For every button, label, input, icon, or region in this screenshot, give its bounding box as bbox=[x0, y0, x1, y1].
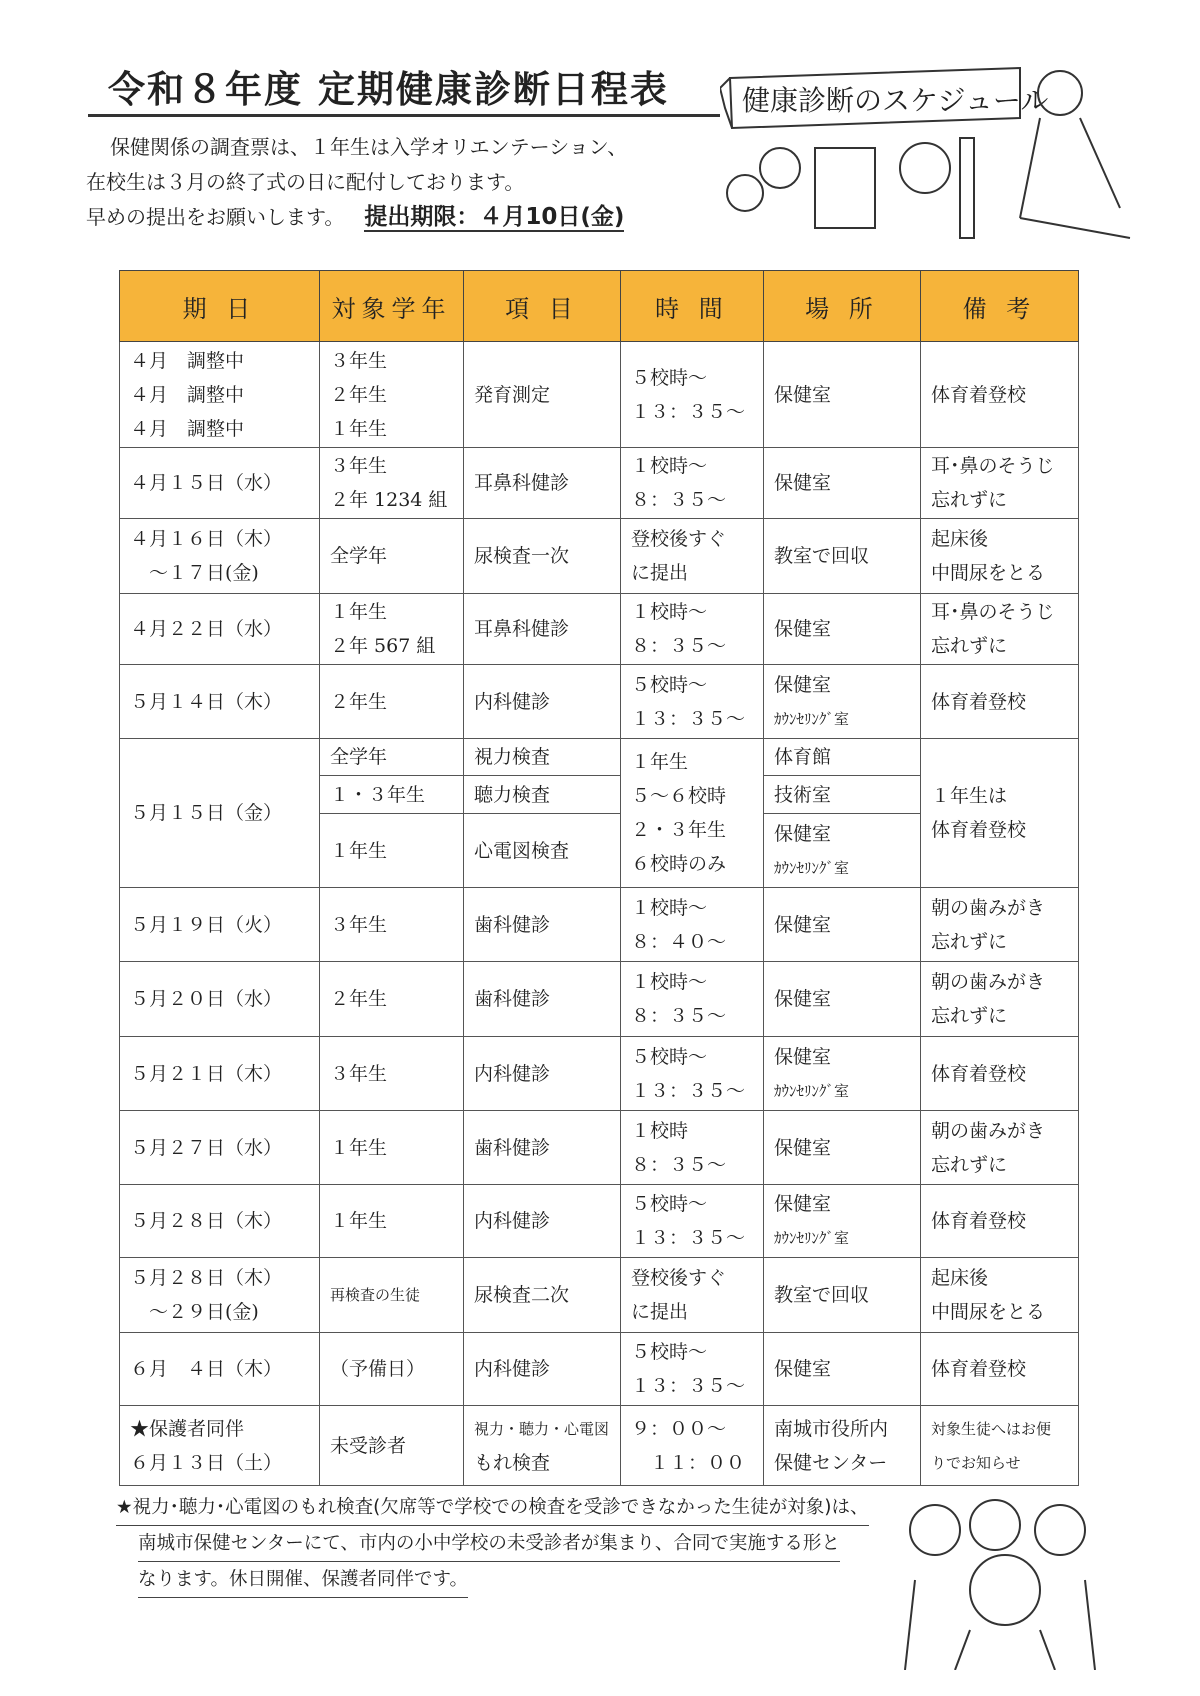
note-cell bbox=[921, 962, 1079, 1037]
place-cell-line: 技術室 bbox=[774, 783, 832, 806]
submission-deadline: 提出期限：４月10日(金) bbox=[364, 204, 625, 230]
time-cell bbox=[621, 888, 764, 962]
item-cell-line: 歯科健診 bbox=[474, 1136, 551, 1159]
grade-cell-line: ２年 1234 組 bbox=[330, 489, 448, 511]
note-cell-line: １年生は bbox=[931, 785, 1008, 807]
note-cell-line: 起床後 bbox=[931, 528, 989, 550]
intro-text bbox=[86, 130, 627, 235]
grade-cell bbox=[320, 1111, 464, 1185]
time-cell-line: ８：３５～ bbox=[631, 1153, 727, 1176]
note-cell bbox=[921, 888, 1079, 962]
table-row bbox=[120, 665, 1079, 739]
grade-cell-line: （予備日） bbox=[330, 1358, 426, 1380]
place-cell-line: ｶｳﾝｾﾘﾝｸﾞ室 bbox=[774, 1229, 850, 1247]
time-cell-line: ５～６校時 bbox=[631, 785, 727, 807]
time-cell-line: 登校後すぐ bbox=[631, 528, 727, 550]
header-grade: 対象学年 bbox=[320, 271, 464, 342]
date-cell-line: ６月 ４日（木） bbox=[130, 1358, 283, 1380]
item-cell bbox=[464, 448, 621, 519]
grade-cell-line: 再検査の生徒 bbox=[330, 1286, 421, 1304]
item-cell-line: 内科健診 bbox=[474, 690, 551, 713]
note-cell-line: 耳･鼻のそうじ bbox=[931, 601, 1055, 623]
child-icon bbox=[727, 175, 763, 211]
place-cell bbox=[764, 342, 921, 448]
item-cell bbox=[464, 519, 621, 594]
table-row bbox=[120, 519, 1079, 594]
grade-cell bbox=[320, 594, 464, 665]
item-cell-line: 歯科健診 bbox=[474, 988, 551, 1010]
grade-cell bbox=[320, 776, 464, 814]
grade-cell bbox=[320, 1406, 464, 1486]
item-cell-line: 内科健診 bbox=[474, 1358, 551, 1380]
item-cell bbox=[464, 739, 621, 776]
item-cell bbox=[464, 1333, 621, 1406]
date-cell-line: ４月１５日（水） bbox=[130, 472, 283, 494]
note-cell-line: 体育着登校 bbox=[931, 1210, 1027, 1232]
date-cell-line: ～１７日(金) bbox=[130, 562, 259, 584]
item-cell-line: 歯科健診 bbox=[474, 913, 551, 936]
time-cell bbox=[621, 739, 764, 888]
grade-cell bbox=[320, 888, 464, 962]
place-cell-line: 保健室 bbox=[774, 1193, 832, 1215]
note-cell-line: 起床後 bbox=[931, 1267, 989, 1289]
note-cell-line: 体育着登校 bbox=[931, 383, 1027, 406]
date-cell bbox=[120, 1258, 320, 1333]
grade-cell-line: 未受診者 bbox=[330, 1434, 407, 1457]
intro-line: 在校生は３月の終了式の日に配付しております。 bbox=[86, 170, 525, 194]
place-cell bbox=[764, 1111, 921, 1185]
table-row bbox=[120, 1333, 1079, 1406]
table-row bbox=[120, 594, 1079, 665]
note-cell-line: りでお知らせ bbox=[931, 1453, 1021, 1472]
item-cell-line: 耳鼻科健診 bbox=[474, 618, 570, 640]
note-cell-line: 忘れずに bbox=[931, 489, 1008, 511]
place-cell-line: 南城市役所内 bbox=[774, 1417, 889, 1440]
grade-cell-line: １年生 bbox=[330, 1210, 388, 1232]
time-cell bbox=[621, 1185, 764, 1258]
item-cell-line: 視力・聴力・心電図 bbox=[474, 1419, 610, 1438]
time-cell bbox=[621, 594, 764, 665]
place-cell-line: 保健室 bbox=[774, 1045, 832, 1068]
item-cell bbox=[464, 888, 621, 962]
time-cell-line: １校時～ bbox=[631, 601, 708, 623]
time-cell bbox=[621, 342, 764, 448]
note-cell-line: 忘れずに bbox=[931, 1005, 1008, 1027]
table-row bbox=[120, 888, 1079, 962]
item-cell bbox=[464, 962, 621, 1037]
header-place: 場 所 bbox=[764, 271, 921, 342]
place-cell-line: 教室で回収 bbox=[774, 1284, 870, 1306]
date-cell-line: ５月１４日（木） bbox=[130, 690, 283, 713]
date-cell bbox=[120, 1111, 320, 1185]
grade-cell-line: ３年生 bbox=[330, 349, 388, 372]
grade-cell-line: ２年生 bbox=[330, 988, 388, 1010]
date-cell-line: ４月 調整中 bbox=[130, 349, 245, 372]
date-cell-line: ５月２１日（木） bbox=[130, 1062, 283, 1085]
grade-cell-line: 全学年 bbox=[330, 746, 388, 768]
note-cell-line: 対象生徒へはお便 bbox=[931, 1419, 1052, 1438]
time-cell-line: １校時 bbox=[631, 1119, 689, 1142]
note-cell bbox=[921, 739, 1079, 888]
note-cell-line: 忘れずに bbox=[931, 1153, 1008, 1176]
item-cell-line: 内科健診 bbox=[474, 1062, 551, 1085]
intro-line: 早めの提出をお願いします。 bbox=[86, 205, 345, 229]
grade-cell bbox=[320, 1037, 464, 1111]
grade-cell bbox=[320, 1185, 464, 1258]
item-cell bbox=[464, 814, 621, 888]
time-cell-line: ２・３年生 bbox=[631, 819, 727, 841]
note-cell bbox=[921, 1406, 1079, 1486]
date-cell bbox=[120, 962, 320, 1037]
date-cell bbox=[120, 665, 320, 739]
place-cell-line: ｶｳﾝｾﾘﾝｸﾞ室 bbox=[774, 858, 850, 877]
time-cell bbox=[621, 665, 764, 739]
date-cell bbox=[120, 1185, 320, 1258]
date-cell bbox=[120, 1037, 320, 1111]
time-cell-line: １３：３５～ bbox=[631, 400, 746, 423]
time-cell-line: １１：００ bbox=[631, 1451, 746, 1474]
page-title: 令和８年度 定期健康診断日程表 bbox=[88, 66, 720, 117]
place-cell-line: 保健室 bbox=[774, 618, 832, 640]
time-cell-line: １校時～ bbox=[631, 971, 708, 993]
note-cell-line: 中間尿をとる bbox=[931, 562, 1046, 584]
time-cell-line: ９：００～ bbox=[631, 1417, 727, 1440]
time-cell bbox=[621, 448, 764, 519]
grade-cell bbox=[320, 1258, 464, 1333]
grade-cell-line: １年生 bbox=[330, 417, 388, 440]
grade-cell bbox=[320, 665, 464, 739]
time-cell-line: に提出 bbox=[631, 1301, 689, 1323]
item-cell bbox=[464, 1406, 621, 1486]
footnote bbox=[116, 1490, 869, 1598]
date-cell bbox=[120, 448, 320, 519]
date-cell-line: ５月２８日（木） bbox=[130, 1267, 283, 1289]
time-cell-line: １年生 bbox=[631, 751, 689, 773]
header-note: 備 考 bbox=[921, 271, 1079, 342]
child-icon bbox=[760, 148, 800, 188]
grade-cell-line: ２年生 bbox=[330, 383, 388, 406]
grade-cell-line: １年生 bbox=[330, 601, 388, 623]
grade-cell bbox=[320, 739, 464, 776]
table-row bbox=[120, 448, 1079, 519]
footnote-line: ★視力･聴力･心電図のもれ検査(欠席等で学校での検査を受診できなかった生徒が対象)は、 bbox=[116, 1490, 869, 1526]
grade-cell-line: ２年 567 組 bbox=[330, 635, 436, 657]
grade-cell-line: １年生 bbox=[330, 839, 388, 862]
item-cell-line: 心電図検査 bbox=[474, 839, 570, 862]
date-cell-line: ６月１３日（土） bbox=[130, 1451, 283, 1474]
place-cell bbox=[764, 1037, 921, 1111]
table-row bbox=[120, 962, 1079, 1037]
header-item: 項 目 bbox=[464, 271, 621, 342]
time-cell-line: ６校時のみ bbox=[631, 853, 727, 875]
place-cell-line: 保健室 bbox=[774, 383, 832, 406]
note-cell bbox=[921, 1185, 1079, 1258]
date-cell-line: ５月２８日（木） bbox=[130, 1210, 283, 1232]
time-cell-line: １校時～ bbox=[631, 455, 708, 477]
place-cell-line: 保健室 bbox=[774, 822, 832, 845]
time-cell-line: １３：３５～ bbox=[631, 1079, 746, 1102]
note-cell-line: 朝の歯みがき bbox=[931, 896, 1046, 919]
doctors-illustration bbox=[885, 1490, 1115, 1670]
date-cell-line: ４月 調整中 bbox=[130, 417, 245, 440]
date-cell bbox=[120, 342, 320, 448]
table-header-row bbox=[120, 271, 1079, 342]
item-cell bbox=[464, 1185, 621, 1258]
place-cell bbox=[764, 665, 921, 739]
item-cell-line: 視力検査 bbox=[474, 746, 551, 768]
schedule-table bbox=[119, 270, 1079, 1486]
time-cell-line: ８：３５～ bbox=[631, 1005, 727, 1027]
table-row bbox=[120, 1185, 1079, 1258]
time-cell-line: ５校時～ bbox=[631, 1193, 708, 1215]
place-cell bbox=[764, 594, 921, 665]
place-cell-line: ｶｳﾝｾﾘﾝｸﾞ室 bbox=[774, 1081, 850, 1100]
date-cell bbox=[120, 594, 320, 665]
time-cell-line: 登校後すぐ bbox=[631, 1267, 727, 1289]
time-cell-line: ５校時～ bbox=[631, 1341, 708, 1363]
place-cell bbox=[764, 776, 921, 814]
place-cell bbox=[764, 519, 921, 594]
item-cell bbox=[464, 1037, 621, 1111]
note-cell bbox=[921, 1333, 1079, 1406]
note-cell-line: 朝の歯みがき bbox=[931, 1119, 1046, 1142]
place-cell-line: 保健室 bbox=[774, 673, 832, 696]
place-cell bbox=[764, 1258, 921, 1333]
footnote-line: なります。休日開催、保護者同伴です。 bbox=[138, 1562, 468, 1598]
note-cell-line: 体育着登校 bbox=[931, 690, 1027, 713]
grade-cell-line: ３年生 bbox=[330, 913, 388, 936]
grade-cell-line: 全学年 bbox=[330, 545, 388, 567]
item-cell-line: 尿検査一次 bbox=[474, 545, 570, 567]
note-cell-line: 忘れずに bbox=[931, 635, 1008, 657]
item-cell bbox=[464, 665, 621, 739]
intro-line: 保健関係の調査票は、１年生は入学オリエンテーション、 bbox=[110, 135, 628, 159]
place-cell bbox=[764, 1185, 921, 1258]
place-cell bbox=[764, 962, 921, 1037]
note-cell bbox=[921, 342, 1079, 448]
place-cell-line: 保健室 bbox=[774, 988, 832, 1010]
table-row bbox=[120, 342, 1079, 448]
time-cell-line: ５校時～ bbox=[631, 1045, 708, 1068]
time-cell-line: １校時～ bbox=[631, 896, 708, 919]
date-cell bbox=[120, 519, 320, 594]
time-cell bbox=[621, 1111, 764, 1185]
item-cell-line: もれ検査 bbox=[474, 1451, 551, 1474]
place-cell bbox=[764, 1333, 921, 1406]
time-cell-line: ５校時～ bbox=[631, 673, 708, 696]
item-cell-line: 聴力検査 bbox=[474, 783, 551, 806]
time-cell bbox=[621, 519, 764, 594]
grade-cell-line: １年生 bbox=[330, 1136, 388, 1159]
grade-cell-line: ２年生 bbox=[330, 690, 388, 713]
date-cell-line: ４月 調整中 bbox=[130, 383, 245, 406]
time-cell bbox=[621, 1037, 764, 1111]
note-cell bbox=[921, 1258, 1079, 1333]
time-cell-line: １３：３５～ bbox=[631, 1375, 746, 1397]
note-cell bbox=[921, 448, 1079, 519]
time-cell bbox=[621, 1406, 764, 1486]
date-cell bbox=[120, 1333, 320, 1406]
date-cell bbox=[120, 888, 320, 962]
time-cell-line: １３：３５～ bbox=[631, 1227, 746, 1249]
grade-cell bbox=[320, 519, 464, 594]
date-cell-line: ５月２７日（水） bbox=[130, 1136, 283, 1159]
height-meter-icon bbox=[960, 138, 974, 238]
item-cell bbox=[464, 1111, 621, 1185]
place-cell bbox=[764, 888, 921, 962]
place-cell bbox=[764, 739, 921, 776]
item-cell bbox=[464, 594, 621, 665]
date-cell-line: ５月１５日（金） bbox=[130, 802, 283, 824]
grade-cell bbox=[320, 342, 464, 448]
date-cell-line: ４月１６日（木） bbox=[130, 528, 283, 550]
place-cell-line: 教室で回収 bbox=[774, 545, 870, 567]
note-cell bbox=[921, 1037, 1079, 1111]
date-cell-line: ～２９日(金) bbox=[130, 1301, 259, 1323]
date-cell-line: ５月１９日（火） bbox=[130, 913, 283, 936]
grade-cell-line: ３年生 bbox=[330, 1062, 388, 1085]
note-cell bbox=[921, 1111, 1079, 1185]
time-cell bbox=[621, 962, 764, 1037]
note-cell-line: 耳･鼻のそうじ bbox=[931, 455, 1055, 477]
place-cell bbox=[764, 814, 921, 888]
grade-cell bbox=[320, 1333, 464, 1406]
time-cell bbox=[621, 1333, 764, 1406]
header-time: 時 間 bbox=[621, 271, 764, 342]
date-cell-line: ★保護者同伴 bbox=[130, 1417, 245, 1440]
item-cell bbox=[464, 1258, 621, 1333]
health-checkup-illustration bbox=[720, 48, 1170, 258]
table-row bbox=[120, 1037, 1079, 1111]
date-cell-line: ５月２０日（水） bbox=[130, 988, 283, 1010]
place-cell-line: 保健室 bbox=[774, 1358, 832, 1380]
grade-cell-line: １・３年生 bbox=[330, 783, 426, 806]
note-cell-line: 朝の歯みがき bbox=[931, 971, 1046, 993]
time-cell-line: ８：３５～ bbox=[631, 635, 727, 657]
item-cell-line: 発育測定 bbox=[474, 383, 551, 406]
place-cell-line: ｶｳﾝｾﾘﾝｸﾞ室 bbox=[774, 709, 850, 728]
place-cell-line: 保健センター bbox=[774, 1451, 888, 1474]
note-cell-line: 体育着登校 bbox=[931, 1062, 1027, 1085]
note-cell bbox=[921, 594, 1079, 665]
note-cell bbox=[921, 519, 1079, 594]
item-cell-line: 耳鼻科健診 bbox=[474, 472, 570, 494]
note-cell-line: 忘れずに bbox=[931, 930, 1008, 953]
place-cell-line: 体育館 bbox=[774, 746, 832, 768]
time-cell-line: に提出 bbox=[631, 562, 689, 584]
place-cell bbox=[764, 448, 921, 519]
place-cell-line: 保健室 bbox=[774, 472, 832, 494]
table-row bbox=[120, 1406, 1079, 1486]
place-cell-line: 保健室 bbox=[774, 1136, 832, 1159]
table-row bbox=[120, 1258, 1079, 1333]
footnote-line: 南城市保健センターにて、市内の小中学校の未受診者が集まり、合同で実施する形と bbox=[138, 1526, 840, 1562]
time-cell bbox=[621, 1258, 764, 1333]
note-cell-line: 中間尿をとる bbox=[931, 1301, 1046, 1323]
grade-cell bbox=[320, 448, 464, 519]
header-date: 期 日 bbox=[120, 271, 320, 342]
eye-chart-icon bbox=[815, 148, 875, 228]
scale-icon bbox=[900, 143, 950, 193]
grade-cell bbox=[320, 962, 464, 1037]
time-cell-line: １３：３５～ bbox=[631, 707, 746, 730]
note-cell-line: 体育着登校 bbox=[931, 819, 1027, 841]
time-cell-line: ８：４０～ bbox=[631, 930, 727, 953]
note-cell-line: 体育着登校 bbox=[931, 1358, 1027, 1380]
note-cell bbox=[921, 665, 1079, 739]
time-cell-line: ８：３５～ bbox=[631, 489, 727, 511]
banner-text: 健康診断のスケジュール bbox=[742, 84, 1049, 117]
item-cell bbox=[464, 776, 621, 814]
grade-cell bbox=[320, 814, 464, 888]
item-cell bbox=[464, 342, 621, 448]
date-cell-line: ４月２２日（水） bbox=[130, 618, 283, 640]
item-cell-line: 内科健診 bbox=[474, 1210, 551, 1232]
time-cell-line: ５校時～ bbox=[631, 366, 708, 389]
place-cell bbox=[764, 1406, 921, 1486]
item-cell-line: 尿検査二次 bbox=[474, 1284, 570, 1306]
grade-cell-line: ３年生 bbox=[330, 455, 388, 477]
date-cell bbox=[120, 739, 320, 888]
banner bbox=[720, 68, 1048, 128]
table-row bbox=[120, 1111, 1079, 1185]
date-cell bbox=[120, 1406, 320, 1486]
table-row bbox=[120, 739, 1079, 776]
place-cell-line: 保健室 bbox=[774, 913, 832, 936]
